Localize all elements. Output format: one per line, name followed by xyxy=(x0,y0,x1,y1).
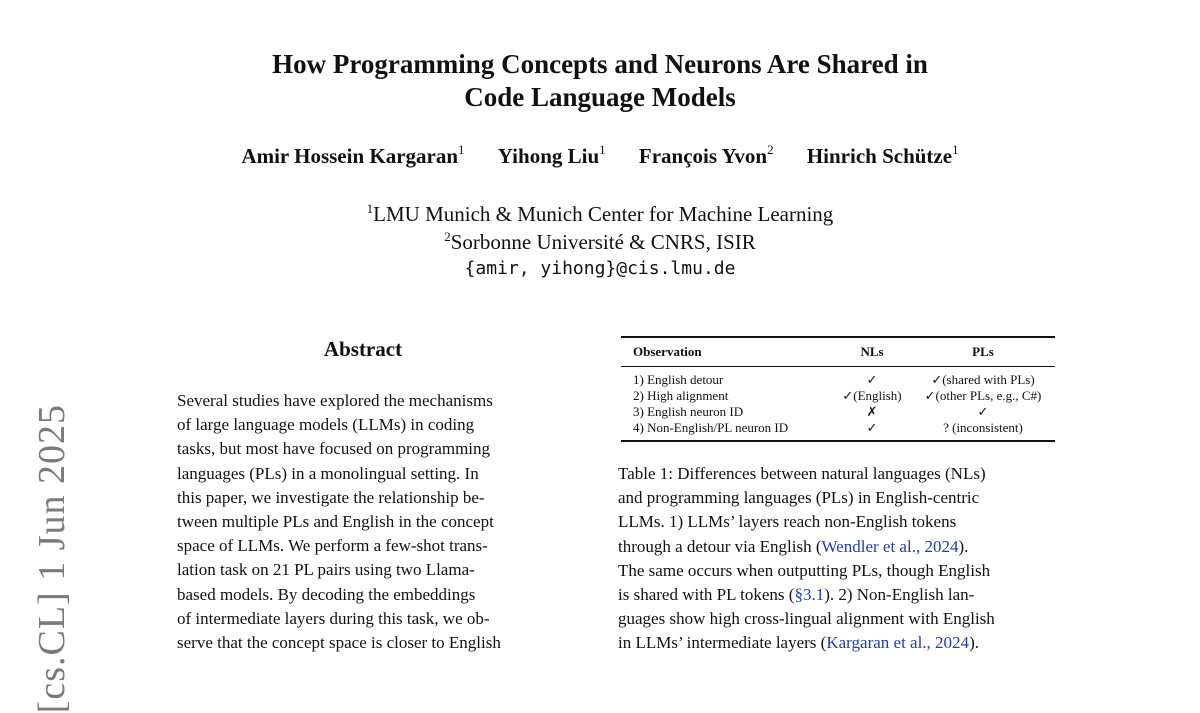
table-row xyxy=(621,420,1055,441)
affiliation-1: $^1$LMU Munich & Munich Center for Machine Learning xyxy=(366,201,834,226)
table-header-row xyxy=(621,337,1055,367)
abstract-line: languages (PLs) in a monolingual setting. In xyxy=(177,463,479,483)
author: Yihong Liu$^1$ xyxy=(497,142,606,168)
table-cell: 4) Non-English/PL neuron ID xyxy=(621,420,833,441)
table-cell: 2) High alignment xyxy=(633,388,729,403)
abstract-line: space of LLMs. We perform a few-shot trans- xyxy=(177,536,488,556)
table-cell: ✓(shared with PLs) xyxy=(931,372,1035,387)
table-row xyxy=(621,367,1055,389)
citation-link[interactable]: Wendler et al., 2024 xyxy=(821,536,959,556)
author-email[interactable]: {amir, yihong}@cis.lmu.de xyxy=(464,258,736,279)
table-cell: 3) English neuron ID xyxy=(633,404,744,419)
author: François Yvon$^2$ xyxy=(638,142,774,168)
caption-line: Table 1: Differences between natural languages (NLs) xyxy=(618,464,986,483)
comparison-table xyxy=(621,336,1055,442)
table-caption xyxy=(618,462,1059,656)
paper-title xyxy=(0,48,1200,114)
abstract-line: of intermediate layers during this task, we ob- xyxy=(177,608,490,628)
table-cell: ✓ xyxy=(866,372,878,387)
caption-line: The same occurs when outputting PLs, though English xyxy=(618,560,991,580)
table-cell: ✓(English) xyxy=(842,388,902,403)
author: Amir Hossein Kargaran$^1$ xyxy=(241,142,465,168)
abstract-line: tween multiple PLs and English in the concept xyxy=(177,512,494,532)
table-row xyxy=(621,404,1055,420)
table-cell: ✗ xyxy=(866,404,878,419)
caption-line: and programming languages (PLs) in English-centric xyxy=(618,488,980,508)
abstract-line: this paper, we investigate the relationship be- xyxy=(177,487,485,507)
arxiv-side-stamp: [cs.CL] 1 Jun 2025 xyxy=(31,404,73,713)
table-header-cell: NLs xyxy=(833,337,911,367)
abstract-line: serve that the concept space is closer to English xyxy=(177,633,501,653)
abstract-heading: Abstract xyxy=(323,337,403,361)
author-list xyxy=(0,143,1200,169)
table-cell: ✓ xyxy=(833,420,911,441)
title-line-2: Code Language Models xyxy=(464,82,736,112)
caption-line: guages show high cross-lingual alignment with English xyxy=(618,609,995,629)
table-cell: ✓(other PLs, e.g., C#) xyxy=(924,388,1042,403)
abstract-body xyxy=(177,389,549,655)
caption-line: through a detour via English (Wendler et al., 2024). xyxy=(618,536,969,556)
caption-line: is shared with PL tokens (§3.1). 2) Non-English lan- xyxy=(618,585,975,605)
abstract-line: of large language models (LLMs) in coding xyxy=(177,415,475,435)
abstract-line: based models. By decoding the embeddings xyxy=(177,584,476,604)
table-row xyxy=(621,388,1055,404)
table-header-cell: PLs xyxy=(911,337,1055,367)
caption-line: in LLMs’ intermediate layers (Kargaran et al., 2024). xyxy=(618,633,979,653)
abstract-line: tasks, but most have focused on programming xyxy=(177,439,491,459)
author: Hinrich Schütze$^1$ xyxy=(806,142,959,168)
affiliation-2: $^2$Sorbonne Université & CNRS, ISIR xyxy=(444,229,756,254)
table-cell: ? (inconsistent) xyxy=(911,420,1055,441)
table-cell: ✓ xyxy=(977,404,989,419)
citation-link[interactable]: Kargaran et al., 2024 xyxy=(826,633,970,653)
table-header-cell: Observation xyxy=(621,337,833,367)
section-link[interactable]: §3.1 xyxy=(794,585,825,605)
table-cell: 1) English detour xyxy=(633,372,724,387)
abstract-line: Several studies have explored the mechanisms xyxy=(177,391,493,410)
title-line-1: How Programming Concepts and Neurons Are Shared in xyxy=(272,49,928,79)
caption-line: LLMs. 1) LLMs’ layers reach non-English tokens xyxy=(618,512,957,532)
abstract-line: lation task on 21 PL pairs using two Llama- xyxy=(177,560,475,580)
